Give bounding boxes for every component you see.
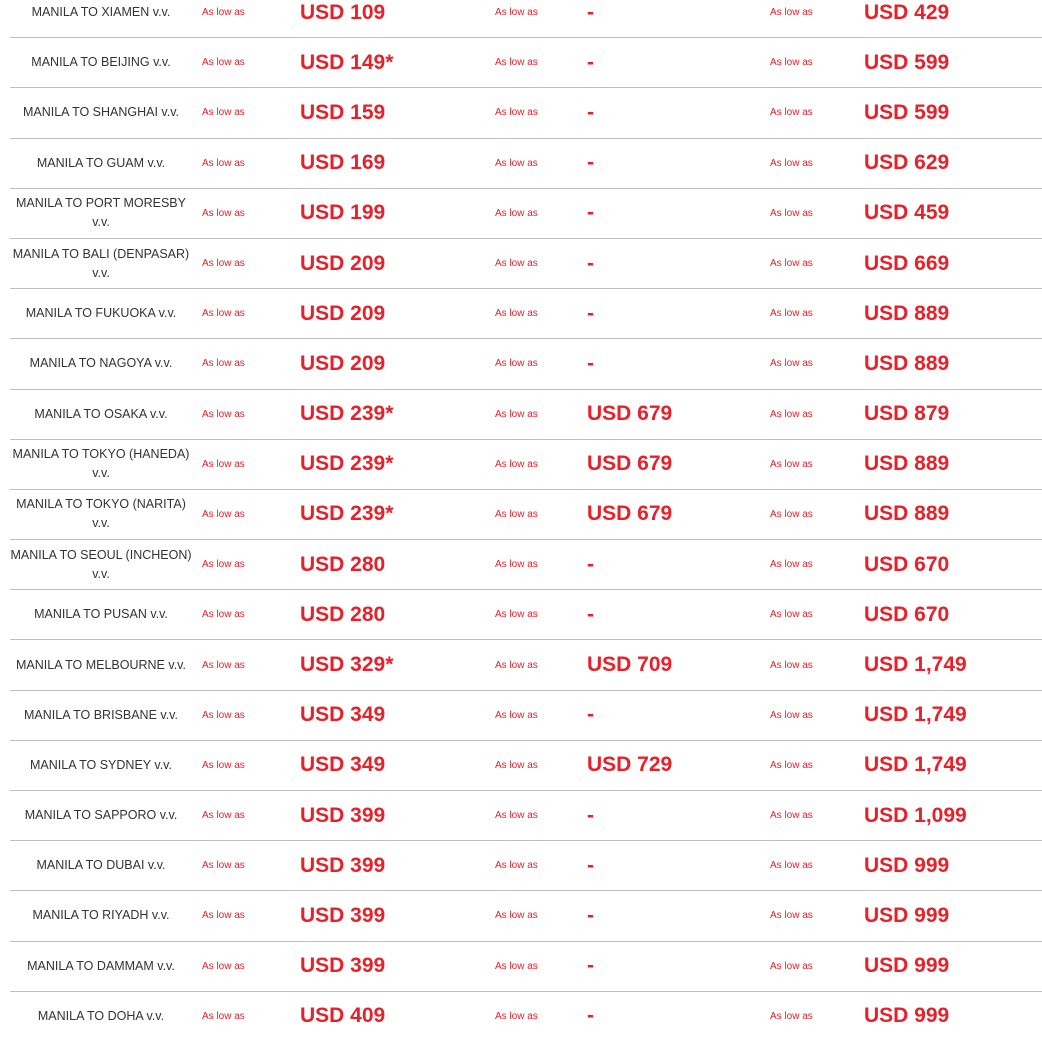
as-low-as-label: As low as	[495, 1010, 538, 1022]
fare-price-2: -	[587, 853, 594, 877]
fare-price-1: USD 280	[300, 552, 386, 576]
as-low-as-label: As low as	[770, 709, 813, 721]
as-low-as-label: As low as	[495, 759, 538, 771]
fare-price-2: -	[587, 301, 594, 325]
as-low-as-label: As low as	[770, 408, 813, 420]
fare-price-2: -	[587, 602, 594, 626]
fare-price-3: USD 599	[864, 100, 950, 124]
as-low-as-label: As low as	[770, 759, 813, 771]
as-low-as-label: As low as	[202, 609, 245, 621]
fare-price-1: USD 169	[300, 151, 386, 175]
fare-price-1: USD 329*	[300, 653, 394, 677]
fare-row	[10, 691, 1042, 741]
as-low-as-label: As low as	[202, 759, 245, 771]
fare-price-3: USD 889	[864, 351, 950, 375]
fare-price-2: -	[587, 954, 594, 978]
as-low-as-label: As low as	[495, 207, 538, 219]
as-low-as-label: As low as	[770, 107, 813, 119]
fare-price-1: USD 199	[300, 201, 386, 225]
fare-price-3: USD 1,749	[864, 703, 967, 727]
fare-price-1: USD 209	[300, 301, 386, 325]
fare-price-3: USD 670	[864, 552, 950, 576]
fare-price-2: -	[587, 100, 594, 124]
route-name: MANILA TO MELBOURNE v.v.	[16, 657, 186, 672]
fare-price-3: USD 889	[864, 301, 950, 325]
as-low-as-label: As low as	[495, 107, 538, 119]
as-low-as-label: As low as	[770, 308, 813, 320]
as-low-as-label: As low as	[770, 559, 813, 571]
fare-price-1: USD 399	[300, 803, 386, 827]
fare-price-3: USD 999	[864, 1004, 950, 1028]
fare-price-3: USD 1,749	[864, 653, 967, 677]
fare-price-3: USD 999	[864, 903, 950, 927]
route-name: MANILA TO SAPPORO v.v.	[24, 808, 178, 823]
as-low-as-label: As low as	[770, 157, 813, 169]
fare-row	[10, 841, 1042, 891]
as-low-as-label: As low as	[770, 7, 813, 19]
fare-price-3: USD 429	[864, 0, 950, 24]
fare-row	[10, 0, 1042, 38]
fare-price-1: USD 239*	[300, 502, 394, 526]
fare-price-2: USD 709	[587, 653, 673, 677]
as-low-as-label: As low as	[495, 810, 538, 822]
fare-price-1: USD 159	[300, 100, 386, 124]
as-low-as-label: As low as	[495, 508, 538, 520]
fare-row	[10, 139, 1042, 189]
as-low-as-label: As low as	[202, 408, 245, 420]
fare-price-1: USD 399	[300, 903, 386, 927]
fare-price-1: USD 239*	[300, 452, 394, 476]
fare-price-3: USD 999	[864, 954, 950, 978]
as-low-as-label: As low as	[770, 960, 813, 972]
route-name: MANILA TO GUAM v.v.	[36, 155, 166, 170]
as-low-as-label: As low as	[495, 308, 538, 320]
fare-row	[10, 640, 1042, 690]
as-low-as-label: As low as	[202, 810, 245, 822]
as-low-as-label: As low as	[202, 508, 245, 520]
route-name: MANILA TO BALI (DENPASAR) v.v.	[12, 246, 190, 280]
fare-price-2: -	[587, 351, 594, 375]
fare-price-2: -	[587, 1004, 594, 1028]
route-name: MANILA TO FUKUOKA v.v.	[25, 306, 177, 321]
as-low-as-label: As low as	[495, 358, 538, 370]
as-low-as-label: As low as	[770, 659, 813, 671]
route-name: MANILA TO SYDNEY v.v.	[30, 757, 172, 772]
fare-row	[10, 490, 1042, 540]
route-name: MANILA TO SEOUL (INCHEON) v.v.	[10, 547, 192, 581]
as-low-as-label: As low as	[495, 559, 538, 571]
as-low-as-label: As low as	[202, 960, 245, 972]
fare-price-3: USD 1,749	[864, 753, 967, 777]
fare-price-2: -	[587, 552, 594, 576]
route-name: MANILA TO DUBAI v.v.	[36, 858, 166, 873]
fare-row	[10, 189, 1042, 239]
fare-row	[10, 390, 1042, 440]
as-low-as-label: As low as	[495, 57, 538, 69]
fare-price-3: USD 629	[864, 151, 950, 175]
fare-price-3: USD 999	[864, 853, 950, 877]
fare-row	[10, 590, 1042, 640]
fare-price-2: USD 679	[587, 452, 673, 476]
as-low-as-label: As low as	[770, 860, 813, 872]
route-name: MANILA TO DAMMAM v.v.	[27, 958, 175, 973]
fare-price-2: -	[587, 251, 594, 275]
fare-row	[10, 38, 1042, 88]
route-name: MANILA TO BEIJING v.v.	[31, 55, 171, 70]
fare-price-3: USD 879	[864, 402, 950, 426]
as-low-as-label: As low as	[495, 960, 538, 972]
as-low-as-label: As low as	[202, 57, 245, 69]
fare-price-2: -	[587, 201, 594, 225]
fare-price-2: -	[587, 0, 594, 24]
fare-row	[10, 339, 1042, 389]
fare-price-1: USD 280	[300, 602, 386, 626]
fare-price-1: USD 149*	[300, 50, 394, 74]
as-low-as-label: As low as	[202, 458, 245, 470]
as-low-as-label: As low as	[495, 258, 538, 270]
as-low-as-label: As low as	[202, 709, 245, 721]
fare-row	[10, 891, 1042, 941]
fare-price-1: USD 209	[300, 251, 386, 275]
route-name: MANILA TO RIYADH v.v.	[32, 908, 170, 923]
fare-price-3: USD 889	[864, 452, 950, 476]
fare-price-3: USD 1,099	[864, 803, 967, 827]
fare-row	[10, 239, 1042, 289]
fare-price-2: -	[587, 903, 594, 927]
route-name: MANILA TO PORT MORESBY v.v.	[16, 196, 186, 230]
route-name: MANILA TO XIAMEN v.v.	[31, 5, 171, 20]
as-low-as-label: As low as	[202, 258, 245, 270]
fare-price-2: -	[587, 50, 594, 74]
as-low-as-label: As low as	[202, 659, 245, 671]
as-low-as-label: As low as	[770, 609, 813, 621]
fare-price-2: USD 679	[587, 402, 673, 426]
as-low-as-label: As low as	[202, 358, 245, 370]
route-name: MANILA TO TOKYO (NARITA) v.v.	[16, 497, 186, 531]
route-name: MANILA TO NAGOYA v.v.	[29, 356, 173, 371]
fare-row	[10, 942, 1042, 992]
route-name: MANILA TO SHANGHAI v.v.	[22, 105, 180, 120]
fare-price-3: USD 599	[864, 50, 950, 74]
as-low-as-label: As low as	[202, 559, 245, 571]
as-low-as-label: As low as	[495, 458, 538, 470]
fare-price-3: USD 670	[864, 602, 950, 626]
fare-price-2: -	[587, 151, 594, 175]
as-low-as-label: As low as	[202, 860, 245, 872]
fare-price-1: USD 399	[300, 853, 386, 877]
fare-price-3: USD 669	[864, 251, 950, 275]
fare-row	[10, 440, 1042, 490]
as-low-as-label: As low as	[770, 910, 813, 922]
fare-price-1: USD 349	[300, 703, 386, 727]
as-low-as-label: As low as	[770, 810, 813, 822]
as-low-as-label: As low as	[770, 207, 813, 219]
as-low-as-label: As low as	[770, 458, 813, 470]
route-name: MANILA TO PUSAN v.v.	[34, 607, 168, 622]
fare-price-2: -	[587, 803, 594, 827]
fare-row	[10, 289, 1042, 339]
fare-row	[10, 741, 1042, 791]
fare-row	[10, 992, 1042, 1041]
fare-price-2: USD 729	[587, 753, 673, 777]
route-name: MANILA TO TOKYO (HANEDA) v.v.	[12, 447, 190, 481]
as-low-as-label: As low as	[202, 207, 245, 219]
as-low-as-label: As low as	[770, 57, 813, 69]
as-low-as-label: As low as	[495, 860, 538, 872]
as-low-as-label: As low as	[202, 157, 245, 169]
fare-table	[10, 0, 1042, 1041]
as-low-as-label: As low as	[202, 910, 245, 922]
route-name: MANILA TO DOHA v.v.	[37, 1008, 165, 1023]
fare-price-3: USD 889	[864, 502, 950, 526]
as-low-as-label: As low as	[202, 1010, 245, 1022]
fare-row	[10, 540, 1042, 590]
as-low-as-label: As low as	[495, 709, 538, 721]
as-low-as-label: As low as	[202, 308, 245, 320]
fare-price-1: USD 109	[300, 0, 386, 24]
as-low-as-label: As low as	[495, 7, 538, 19]
fare-price-1: USD 349	[300, 753, 386, 777]
as-low-as-label: As low as	[495, 910, 538, 922]
fare-price-1: USD 239*	[300, 402, 394, 426]
route-name: MANILA TO BRISBANE v.v.	[24, 707, 178, 722]
fare-price-1: USD 399	[300, 954, 386, 978]
fare-price-2: USD 679	[587, 502, 673, 526]
fare-price-1: USD 409	[300, 1004, 386, 1028]
fare-price-2: -	[587, 703, 594, 727]
route-name: MANILA TO OSAKA v.v.	[34, 406, 168, 421]
as-low-as-label: As low as	[770, 508, 813, 520]
as-low-as-label: As low as	[495, 609, 538, 621]
fare-row	[10, 791, 1042, 841]
as-low-as-label: As low as	[770, 258, 813, 270]
as-low-as-label: As low as	[495, 157, 538, 169]
fare-price-1: USD 209	[300, 351, 386, 375]
as-low-as-label: As low as	[495, 408, 538, 420]
as-low-as-label: As low as	[495, 659, 538, 671]
as-low-as-label: As low as	[770, 358, 813, 370]
fare-row	[10, 88, 1042, 138]
as-low-as-label: As low as	[202, 7, 245, 19]
as-low-as-label: As low as	[770, 1010, 813, 1022]
fare-price-3: USD 459	[864, 201, 950, 225]
as-low-as-label: As low as	[202, 107, 245, 119]
